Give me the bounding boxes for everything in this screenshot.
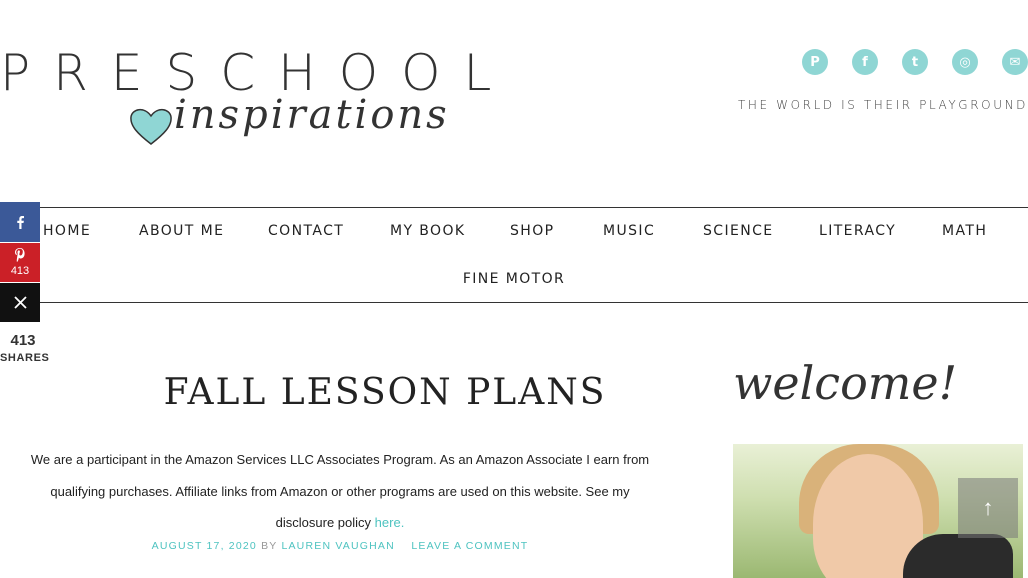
twitter-icon[interactable] <box>902 49 928 75</box>
email-icon[interactable] <box>1002 49 1028 75</box>
logo-top-text: PRESCHOOL <box>0 44 515 102</box>
pinterest-icon <box>14 248 26 262</box>
affiliate-disclosure <box>22 444 658 539</box>
facebook-icon <box>14 215 26 229</box>
facebook-icon[interactable] <box>852 49 878 75</box>
instagram-glyph: ◎ <box>959 54 971 70</box>
leave-comment-link[interactable]: LEAVE A COMMENT <box>411 540 529 552</box>
post-by: BY <box>261 540 278 552</box>
pinterest-icon[interactable] <box>802 49 828 75</box>
x-icon <box>14 296 27 309</box>
nav-item-science[interactable]: SCIENCE <box>703 223 774 239</box>
post-title: FALL LESSON PLANS <box>163 372 607 413</box>
logo-script-text: inspirations <box>174 92 450 138</box>
disclosure-policy-link[interactable]: here. <box>374 515 405 530</box>
photo-shoulder <box>903 534 1013 578</box>
instagram-icon[interactable] <box>952 49 978 75</box>
share-bar <box>0 202 40 323</box>
nav-item-math[interactable]: MATH <box>942 223 988 239</box>
nav-item-music[interactable]: MUSIC <box>603 223 656 239</box>
post-meta <box>30 540 650 552</box>
facebook-glyph: f <box>862 54 868 70</box>
share-total-label: SHARES <box>0 352 50 364</box>
nav-item-literacy[interactable]: LITERACY <box>819 223 897 239</box>
social-links <box>802 49 1028 75</box>
facebook-share-button[interactable] <box>0 202 40 242</box>
back-to-top-button[interactable] <box>958 478 1018 538</box>
arrow-up-icon: ↑ <box>982 495 994 520</box>
pinterest-share-count: 413 <box>10 265 30 277</box>
twitter-glyph: t <box>911 54 919 70</box>
nav-item-my-book[interactable]: MY BOOK <box>390 223 466 239</box>
site-tagline: THE WORLD IS THEIR PLAYGROUND <box>737 98 1028 112</box>
sidebar-welcome: welcome! <box>733 356 958 410</box>
nav-item-about-me[interactable]: ABOUT ME <box>139 223 225 239</box>
nav-item-shop[interactable]: SHOP <box>510 223 555 239</box>
post-date: AUGUST 17, 2020 <box>151 540 257 552</box>
nav-item-fine-motor[interactable]: FINE MOTOR <box>462 271 566 287</box>
main-nav <box>0 207 1028 303</box>
site-logo[interactable] <box>0 40 515 190</box>
pinterest-share-button[interactable] <box>0 243 40 282</box>
disclosure-text: We are a participant in the Amazon Services LLC Associates Program. As an Amazon Associate I earn from qualifying purchases. Affiliate links from Amazon or other programs are used on this website. See my disclosure policy <box>30 452 650 530</box>
share-total <box>0 332 50 364</box>
post-author-link[interactable]: LAUREN VAUGHAN <box>281 540 395 552</box>
nav-item-contact[interactable]: CONTACT <box>268 223 345 239</box>
pinterest-glyph: P <box>810 54 820 70</box>
email-glyph: ✉ <box>1009 54 1021 70</box>
nav-item-home[interactable]: HOME <box>43 223 92 239</box>
x-share-button[interactable] <box>0 283 40 322</box>
share-total-count: 413 <box>10 332 36 349</box>
heart-icon <box>128 106 174 146</box>
